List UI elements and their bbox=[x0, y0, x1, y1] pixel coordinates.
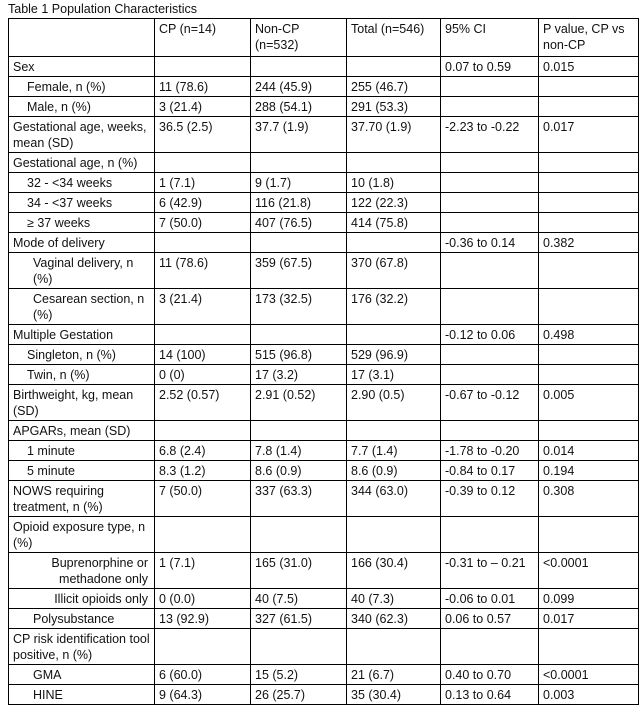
row-label: 1 minute bbox=[9, 441, 155, 461]
cell-cp: 13 (92.9) bbox=[155, 609, 251, 629]
cell-total bbox=[347, 57, 441, 77]
cell-noncp: 7.8 (1.4) bbox=[251, 441, 347, 461]
row-label: ≥ 37 weeks bbox=[9, 213, 155, 233]
cell-cp: 2.52 (0.57) bbox=[155, 385, 251, 421]
table-row bbox=[9, 345, 639, 365]
cell-pvalue: 0.194 bbox=[539, 461, 639, 481]
table-row bbox=[9, 441, 639, 461]
cell-total: 344 (63.0) bbox=[347, 481, 441, 517]
cell-ci: -0.06 to 0.01 bbox=[441, 589, 539, 609]
table-row bbox=[9, 385, 639, 421]
cell-cp: 0 (0.0) bbox=[155, 589, 251, 609]
table-row bbox=[9, 517, 639, 553]
cell-ci: -0.31 to – 0.21 bbox=[441, 553, 539, 589]
row-label: NOWS requiring treatment, n (%) bbox=[9, 481, 155, 517]
table-row bbox=[9, 57, 639, 77]
table-row bbox=[9, 233, 639, 253]
cell-cp: 3 (21.4) bbox=[155, 97, 251, 117]
cell-ci: -0.67 to -0.12 bbox=[441, 385, 539, 421]
cell-noncp: 8.6 (0.9) bbox=[251, 461, 347, 481]
cell-total: 255 (46.7) bbox=[347, 77, 441, 97]
cell-pvalue: 0.308 bbox=[539, 481, 639, 517]
row-label: Birthweight, kg, mean (SD) bbox=[9, 385, 155, 421]
cell-cp: 1 (7.1) bbox=[155, 173, 251, 193]
cell-total: 176 (32.2) bbox=[347, 289, 441, 325]
cell-noncp: 37.7 (1.9) bbox=[251, 117, 347, 153]
row-label: Vaginal delivery, n (%) bbox=[9, 253, 155, 289]
cell-pvalue: <0.0001 bbox=[539, 665, 639, 685]
table-row bbox=[9, 253, 639, 289]
row-label: Cesarean section, n (%) bbox=[9, 289, 155, 325]
cell-pvalue: 0.015 bbox=[539, 57, 639, 77]
table-row bbox=[9, 193, 639, 213]
cell-noncp: 359 (67.5) bbox=[251, 253, 347, 289]
table-row bbox=[9, 97, 639, 117]
cell-total: 166 (30.4) bbox=[347, 553, 441, 589]
cell-total: 122 (22.3) bbox=[347, 193, 441, 213]
cell-cp: 7 (50.0) bbox=[155, 481, 251, 517]
cell-noncp: 15 (5.2) bbox=[251, 665, 347, 685]
cell-total: 40 (7.3) bbox=[347, 589, 441, 609]
cell-pvalue: 0.017 bbox=[539, 117, 639, 153]
cell-pvalue bbox=[539, 213, 639, 233]
cell-total: 10 (1.8) bbox=[347, 173, 441, 193]
table-row bbox=[9, 589, 639, 609]
cell-noncp bbox=[251, 421, 347, 441]
cell-pvalue bbox=[539, 173, 639, 193]
cell-cp: 6 (42.9) bbox=[155, 193, 251, 213]
row-label: 34 - <37 weeks bbox=[9, 193, 155, 213]
cell-noncp: 515 (96.8) bbox=[251, 345, 347, 365]
header-cell-pvalue: P value, CP vs non-CP bbox=[539, 19, 639, 57]
cell-pvalue bbox=[539, 421, 639, 441]
row-label: Illicit opioids only bbox=[9, 589, 155, 609]
cell-total bbox=[347, 325, 441, 345]
header-cell-cp: CP (n=14) bbox=[155, 19, 251, 57]
cell-ci bbox=[441, 289, 539, 325]
cell-noncp bbox=[251, 233, 347, 253]
cell-ci: 0.07 to 0.59 bbox=[441, 57, 539, 77]
cell-cp: 6.8 (2.4) bbox=[155, 441, 251, 461]
cell-ci bbox=[441, 517, 539, 553]
cell-cp: 6 (60.0) bbox=[155, 665, 251, 685]
cell-ci bbox=[441, 253, 539, 289]
cell-pvalue bbox=[539, 253, 639, 289]
cell-noncp: 9 (1.7) bbox=[251, 173, 347, 193]
row-label: Buprenorphine or methadone only bbox=[9, 553, 155, 589]
cell-total: 17 (3.1) bbox=[347, 365, 441, 385]
cell-total: 291 (53.3) bbox=[347, 97, 441, 117]
cell-noncp: 327 (61.5) bbox=[251, 609, 347, 629]
cell-noncp: 288 (54.1) bbox=[251, 97, 347, 117]
cell-cp: 11 (78.6) bbox=[155, 77, 251, 97]
cell-total bbox=[347, 421, 441, 441]
cell-noncp bbox=[251, 325, 347, 345]
cell-pvalue bbox=[539, 629, 639, 665]
cell-ci bbox=[441, 173, 539, 193]
cell-total: 8.6 (0.9) bbox=[347, 461, 441, 481]
cell-total: 529 (96.9) bbox=[347, 345, 441, 365]
table-row bbox=[9, 289, 639, 325]
row-label: Sex bbox=[9, 57, 155, 77]
cell-cp bbox=[155, 325, 251, 345]
cell-noncp bbox=[251, 153, 347, 173]
table-row bbox=[9, 213, 639, 233]
cell-noncp bbox=[251, 517, 347, 553]
table-row bbox=[9, 685, 639, 705]
cell-pvalue: 0.382 bbox=[539, 233, 639, 253]
table-row bbox=[9, 553, 639, 589]
cell-cp bbox=[155, 153, 251, 173]
cell-total: 21 (6.7) bbox=[347, 665, 441, 685]
cell-total bbox=[347, 153, 441, 173]
cell-ci bbox=[441, 77, 539, 97]
row-label: HINE bbox=[9, 685, 155, 705]
cell-pvalue bbox=[539, 193, 639, 213]
row-label: Twin, n (%) bbox=[9, 365, 155, 385]
row-label: APGARs, mean (SD) bbox=[9, 421, 155, 441]
cell-total: 414 (75.8) bbox=[347, 213, 441, 233]
cell-pvalue bbox=[539, 345, 639, 365]
cell-cp: 0 (0) bbox=[155, 365, 251, 385]
header-cell-label bbox=[9, 19, 155, 57]
cell-pvalue bbox=[539, 365, 639, 385]
cell-ci bbox=[441, 345, 539, 365]
cell-noncp: 244 (45.9) bbox=[251, 77, 347, 97]
cell-ci: -0.84 to 0.17 bbox=[441, 461, 539, 481]
cell-cp: 1 (7.1) bbox=[155, 553, 251, 589]
cell-ci: -0.36 to 0.14 bbox=[441, 233, 539, 253]
cell-cp bbox=[155, 629, 251, 665]
cell-total bbox=[347, 517, 441, 553]
cell-pvalue bbox=[539, 97, 639, 117]
cell-ci bbox=[441, 629, 539, 665]
cell-pvalue: 0.014 bbox=[539, 441, 639, 461]
row-label: Male, n (%) bbox=[9, 97, 155, 117]
cell-ci: -0.12 to 0.06 bbox=[441, 325, 539, 345]
cell-pvalue: 0.005 bbox=[539, 385, 639, 421]
cell-cp: 11 (78.6) bbox=[155, 253, 251, 289]
row-label: Polysubstance bbox=[9, 609, 155, 629]
cell-ci: -1.78 to -0.20 bbox=[441, 441, 539, 461]
cell-total: 7.7 (1.4) bbox=[347, 441, 441, 461]
cell-ci bbox=[441, 213, 539, 233]
table-row bbox=[9, 77, 639, 97]
cell-noncp bbox=[251, 57, 347, 77]
cell-ci: 0.13 to 0.64 bbox=[441, 685, 539, 705]
table-row bbox=[9, 665, 639, 685]
cell-pvalue bbox=[539, 153, 639, 173]
cell-pvalue bbox=[539, 517, 639, 553]
cell-total: 2.90 (0.5) bbox=[347, 385, 441, 421]
cell-noncp: 40 (7.5) bbox=[251, 589, 347, 609]
cell-total: 37.70 (1.9) bbox=[347, 117, 441, 153]
cell-cp bbox=[155, 233, 251, 253]
cell-ci: -2.23 to -0.22 bbox=[441, 117, 539, 153]
cell-noncp: 337 (63.3) bbox=[251, 481, 347, 517]
table-row bbox=[9, 117, 639, 153]
table-header-row bbox=[9, 19, 639, 57]
header-cell-total: Total (n=546) bbox=[347, 19, 441, 57]
row-label: Gestational age, n (%) bbox=[9, 153, 155, 173]
cell-cp bbox=[155, 517, 251, 553]
cell-pvalue bbox=[539, 77, 639, 97]
cell-noncp: 26 (25.7) bbox=[251, 685, 347, 705]
cell-ci bbox=[441, 365, 539, 385]
row-label: CP risk identification tool positive, n (%) bbox=[9, 629, 155, 665]
table-caption: Table 1 Population Characteristics bbox=[8, 2, 197, 16]
row-label: Singleton, n (%) bbox=[9, 345, 155, 365]
row-label: Gestational age, weeks, mean (SD) bbox=[9, 117, 155, 153]
cell-total bbox=[347, 629, 441, 665]
row-label: 5 minute bbox=[9, 461, 155, 481]
table-row bbox=[9, 481, 639, 517]
row-label: Opioid exposure type, n (%) bbox=[9, 517, 155, 553]
cell-pvalue: 0.017 bbox=[539, 609, 639, 629]
cell-noncp: 165 (31.0) bbox=[251, 553, 347, 589]
cell-noncp: 17 (3.2) bbox=[251, 365, 347, 385]
cell-cp: 8.3 (1.2) bbox=[155, 461, 251, 481]
row-label: Mode of delivery bbox=[9, 233, 155, 253]
cell-pvalue: 0.099 bbox=[539, 589, 639, 609]
row-label: GMA bbox=[9, 665, 155, 685]
table-row bbox=[9, 325, 639, 345]
cell-ci bbox=[441, 97, 539, 117]
cell-ci bbox=[441, 193, 539, 213]
cell-noncp: 173 (32.5) bbox=[251, 289, 347, 325]
cell-noncp: 116 (21.8) bbox=[251, 193, 347, 213]
cell-cp: 9 (64.3) bbox=[155, 685, 251, 705]
cell-ci: 0.40 to 0.70 bbox=[441, 665, 539, 685]
cell-noncp: 2.91 (0.52) bbox=[251, 385, 347, 421]
cell-cp bbox=[155, 421, 251, 441]
cell-cp: 7 (50.0) bbox=[155, 213, 251, 233]
cell-noncp: 407 (76.5) bbox=[251, 213, 347, 233]
header-cell-noncp: Non-CP (n=532) bbox=[251, 19, 347, 57]
cell-total: 340 (62.3) bbox=[347, 609, 441, 629]
cell-pvalue: 0.003 bbox=[539, 685, 639, 705]
cell-ci: 0.06 to 0.57 bbox=[441, 609, 539, 629]
cell-total: 35 (30.4) bbox=[347, 685, 441, 705]
cell-pvalue bbox=[539, 289, 639, 325]
cell-cp bbox=[155, 57, 251, 77]
table-row bbox=[9, 153, 639, 173]
cell-ci: -0.39 to 0.12 bbox=[441, 481, 539, 517]
cell-noncp bbox=[251, 629, 347, 665]
cell-ci bbox=[441, 421, 539, 441]
table-row bbox=[9, 629, 639, 665]
table-row bbox=[9, 421, 639, 441]
table-row bbox=[9, 609, 639, 629]
cell-cp: 3 (21.4) bbox=[155, 289, 251, 325]
header-cell-ci: 95% CI bbox=[441, 19, 539, 57]
cell-cp: 36.5 (2.5) bbox=[155, 117, 251, 153]
row-label: 32 - <34 weeks bbox=[9, 173, 155, 193]
cell-pvalue: 0.498 bbox=[539, 325, 639, 345]
table-row bbox=[9, 461, 639, 481]
row-label: Multiple Gestation bbox=[9, 325, 155, 345]
cell-cp: 14 (100) bbox=[155, 345, 251, 365]
population-characteristics-table bbox=[8, 18, 639, 705]
cell-pvalue: <0.0001 bbox=[539, 553, 639, 589]
table-row bbox=[9, 365, 639, 385]
table-row bbox=[9, 173, 639, 193]
cell-total: 370 (67.8) bbox=[347, 253, 441, 289]
row-label: Female, n (%) bbox=[9, 77, 155, 97]
cell-total bbox=[347, 233, 441, 253]
cell-ci bbox=[441, 153, 539, 173]
